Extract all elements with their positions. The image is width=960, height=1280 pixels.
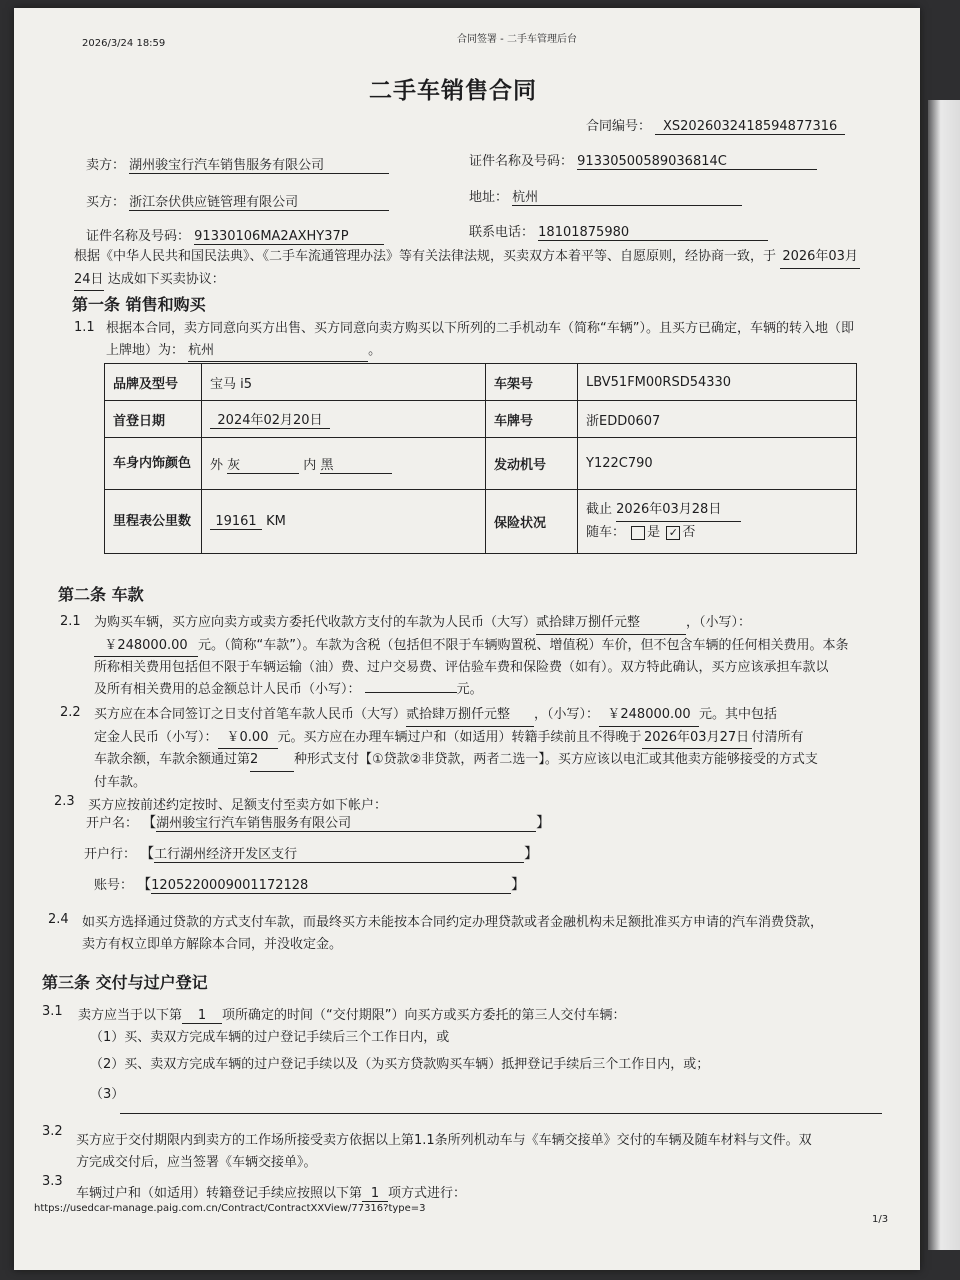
bracket-right: 】 [511,877,526,893]
clause-2-2-text-2c: 付清所有 [751,729,804,745]
section1-title: 第一条 销售和购买 [72,295,206,314]
clause-3-3-text: 车辆过户和（如适用）转籍登记手续应按照以下第 [76,1186,363,1201]
bank-branch: 工行湖州经济开发区支行 [154,843,524,863]
bank-account-row [94,874,525,894]
clause-2-2-text-2: 定金人民币（小写）： [94,729,218,745]
reg-date-cell [202,401,486,438]
clause-3-3-text-b: 项方式进行： [388,1186,467,1201]
buyer-name: 浙江奈伏供应链管理有限公司 [129,191,389,211]
bank-name-row [86,812,550,832]
table-row [105,364,857,401]
contract-number-label: 合同编号： [586,119,652,134]
bracket-left: 【 [137,877,152,893]
bank-name: 湖州骏宝行汽车销售服务有限公司 [156,812,536,832]
table-row [105,490,857,554]
clause-2-2-text-4: 付车款。 [94,774,147,790]
clause-2-2-text-3: 车款余额，车款余额通过第 [94,752,251,767]
page-number: 1/3 [872,1214,889,1225]
preamble-date-day: 24日 [74,269,104,292]
plate-value: 浙EDD0607 [578,401,857,438]
clause-2-1-end: 元。 [456,681,483,697]
clause-2-3-text: 买方应按前述约定按时、足额支付至卖方如下帐户： [88,798,388,813]
clause-2-3-number: 2.3 [54,794,75,809]
with-car-no-label: 否 [682,525,696,540]
delivery-option-2: （2）买、卖双方完成车辆的过户登记手续以及（为买方贷款购买车辆）抵押登记手续后三个工作日内，或； [90,1057,710,1072]
preamble-text-end: 达成如下买卖协议： [107,271,225,287]
insurance-cell [578,490,857,554]
clause-2-4-text: 如买方选择通过贷款的方式支付车款，而最终买方未能按本合同约定办理贷款或者金融机构未足额批准买方申请的汽车消费贷款， [82,915,824,930]
price-in-words: 贰拾肆万捌仟元整 [536,612,686,635]
first-payment-amount: ￥248000.00 [599,704,699,727]
plate-label: 车牌号 [486,401,578,438]
bank-branch-row [84,843,538,863]
clause-3-1-number: 3.1 [42,1004,63,1019]
transfer-option-choice: 1 [362,1186,388,1202]
print-page-title: 合同签署 - 二手车管理后台 [457,34,577,45]
with-car-yes-label: 是 [647,525,661,540]
bracket-right: 】 [524,846,539,862]
buyer-address: 杭州 [512,186,742,206]
buyer-id-row [86,225,384,245]
adjacent-page-edge [928,100,960,1250]
buyer-row [86,191,389,211]
seller-id-label: 证件名称及号码： [469,154,574,169]
buyer-id: 91330106MA2AXHY37P [194,229,384,245]
clause-2-4-number: 2.4 [48,912,69,927]
interior-color: 黑 [320,454,392,474]
vehicle-info-table [104,363,857,554]
clause-2-2-text: 买方应在本合同签订之日支付首笔车款人民币（大写） [94,707,407,722]
delivery-option-1: （1）买、卖双方完成车辆的过户登记手续后三个工作日内，或 [90,1030,450,1045]
insurance-until-label: 截止 [586,502,613,517]
seller-row [86,154,389,174]
brand-label: 品牌及型号 [105,364,202,401]
engine-label: 发动机号 [486,438,578,490]
color-label: 车身内饰颜色 [105,438,202,490]
mileage-unit: KM [266,513,286,529]
clause-2-2-text-2b: 元。买方应在办理车辆过户和（如适用）转籍手续前且不得晚于 [277,729,642,745]
clause-3-3-number: 3.3 [42,1174,63,1189]
contract-page [14,8,920,1270]
preamble [74,246,874,291]
clause-2-1 [94,612,884,700]
clause-2-2-text-c: 元。其中包括 [699,707,778,722]
buyer-phone-label: 联系电话： [469,225,535,240]
buyer-phone-row [469,221,768,241]
insurance-until-date: 2026年03月28日 [616,499,741,522]
first-payment-in-words: 贰拾肆万捌仟元整 [406,704,534,727]
buyer-address-label: 地址： [469,190,509,205]
delivery-option-3-label: （3） [90,1087,125,1102]
seller-name: 湖州骏宝行汽车销售服务有限公司 [129,154,389,174]
exterior-label: 外 [210,457,224,473]
clause-3-2 [76,1130,896,1173]
seller-label: 卖方： [86,158,126,173]
delivery-option-3-blank [120,1112,882,1114]
footer-url: https://usedcar-manage.paig.com.cn/Contract/ContractXXView/77316?type=3 [34,1203,426,1214]
buyer-address-row [469,186,742,206]
document-title: 二手车销售合同 [369,78,537,104]
mileage-label: 里程表公里数 [105,490,202,554]
color-cell [202,438,486,490]
table-row [105,438,857,490]
clause-2-1-text-3: 所称相关费用包括但不限于车辆运输（油）费、过户交易费、评估验车费和保险费（如有）。双方特此确认，买方应该承担车款以 [94,660,829,675]
clause-2-1-number: 2.1 [60,614,81,629]
reg-date-value: 2024年02月20日 [210,409,330,429]
contract-number-row [586,115,845,135]
seller-id-row [469,150,817,170]
clause-3-3 [76,1182,466,1202]
clause-2-1-text: 为购买车辆，买方应向卖方或卖方委托代收款方支付的车款为人民币（大写） [94,615,537,630]
preamble-text: 根据《中华人民共和国民法典》、《二手车流通管理办法》等有关法律法规，买卖双方本着平等、自愿原则，经协商一致，于 [74,249,777,264]
deposit-amount: ￥0.00 [218,727,278,750]
clause-2-2 [94,704,884,793]
clause-2-1-text-b: ，（小写）： [686,615,752,630]
clause-3-1-text-b: 项所确定的时间（“交付期限”）向买方或买方委托的第三人交付车辆： [222,1008,626,1023]
bracket-left: 【 [142,815,157,831]
payment-method: 2 [250,749,294,772]
buyer-phone: 18101875980 [538,225,768,241]
total-amount-blank [365,692,457,693]
price-amount: ￥248000.00 [94,635,198,658]
clause-2-2-number: 2.2 [60,705,81,720]
clause-1-1-number: 1.1 [74,320,95,335]
seller-id: 91330500589036814C [577,154,817,170]
clause-2-2-text-3b: 种形式支付【①贷款②非贷款，两者二选一】。买方应该以电汇或其他卖方能够接受的方式支 [294,752,818,767]
clause-2-4 [82,912,892,955]
engine-value: Y122C790 [578,438,857,490]
interior-label: 内 [303,457,317,473]
clause-1-1-text: 根据本合同，卖方同意向买方出售、买方同意向卖方购买以下所列的二手机动车（简称“车辆”）。且买方已确定，车辆的转入地（即 [106,321,854,336]
bracket-right: 】 [536,815,551,831]
insurance-label: 保险状况 [486,490,578,554]
clause-1-1-text2: 上牌地）为： [106,342,185,358]
with-car-label: 随车： [586,525,626,540]
exterior-color: 灰 [227,454,299,474]
clause-1-1-end: 。 [368,342,382,358]
bank-account-label: 账号： [94,878,134,893]
clause-2-2-text-b: ，（小写）： [534,707,600,722]
clause-3-2-number: 3.2 [42,1124,63,1139]
with-car-no-checkbox: ✓ [666,526,680,540]
clause-2-1-text-4: 及所有相关费用的总金额总计人民币（小写）： [94,681,361,697]
with-car-yes-checkbox [631,526,645,540]
vin-label: 车架号 [486,364,578,401]
vin-value: LBV51FM00RSD54330 [578,364,857,401]
bank-account: 1205220009001172128 [151,878,511,894]
destination-city: 杭州 [188,340,368,363]
print-datetime: 2026/3/24 18:59 [82,38,166,49]
bank-branch-label: 开户行： [84,847,137,862]
buyer-label: 买方： [86,195,126,210]
balance-due-date: 2026年03月27日 [642,727,752,750]
bank-name-label: 开户名： [86,816,139,831]
bracket-left: 【 [140,846,155,862]
table-row [105,401,857,438]
clause-3-2-text-2: 方完成交付后，应当签署《车辆交接单》。 [76,1154,317,1170]
delivery-option-choice: 1 [182,1008,222,1024]
clause-2-1-text-2: 元。（简称“车款”）。车款为含税（包括但不限于车辆购置税、增值税）车价，但不包含车辆的任何相关费用。本条 [198,637,849,653]
clause-3-1-text: 卖方应当于以下第 [78,1008,183,1023]
clause-1-1 [106,318,876,362]
mileage-cell [202,490,486,554]
delivery-option-3 [90,1083,124,1102]
clause-3-1 [78,1004,626,1024]
clause-3-2-text: 买方应于交付期限内到卖方的工作场所接受卖方依据以上第1.1条所列机动车与《车辆交接单》交付的车辆及随车材料与文件。双 [76,1133,812,1148]
buyer-id-label: 证件名称及号码： [86,229,191,244]
mileage-value: 19161 [210,514,262,530]
reg-date-label: 首登日期 [105,401,202,438]
section2-title: 第二条 车款 [58,585,144,604]
section3-title: 第三条 交付与过户登记 [42,973,208,992]
brand-value: 宝马 i5 [202,364,486,401]
contract-number: XS2026032418594877316 [655,119,845,135]
preamble-date-month: 2026年03月 [780,246,860,269]
clause-2-4-text-2: 卖方有权立即单方解除本合同，并没收定金。 [82,936,343,952]
